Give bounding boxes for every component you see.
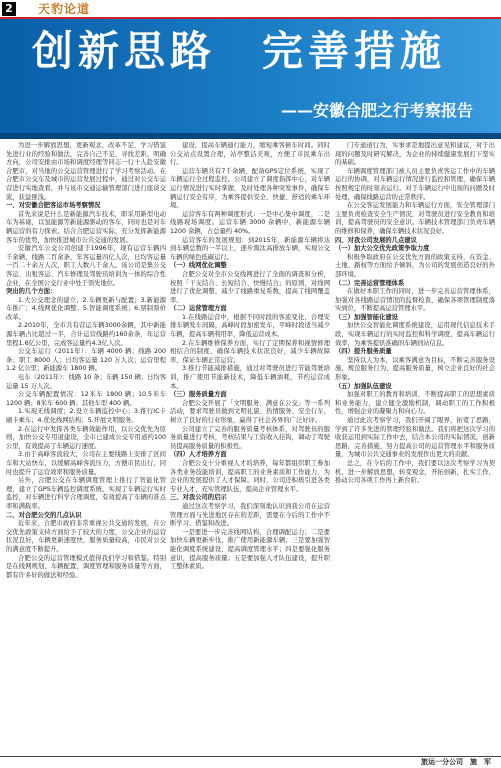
- paragraph: 1.在线路运营中，根据不同时段的客流变化，合理安排车辆发车间隔，高峰时段加密发车，平峰时段适当减少车辆，提高车辆利用率，降低运营成本。: [170, 313, 330, 339]
- paragraph: 首先来说是什么是新能源汽车技术，即采用新型电动车为基础，以氢能源等新能源驱动的客车，同时也是对车辆运营的有力探索。结合合肥运营实际，充分发挥新能源客车的优势，加快推进城市公共交通的发展。: [6, 210, 166, 244]
- paragraph: 1.大公交理念的建立；2.车辆更新与配置；3.新能源车推广；4.线网优化调整；5.智能调度系统；6.票制票价改革。: [6, 296, 166, 321]
- paragraph: 公交车运行（2011年）：车辆 4000 辆；线路 200 条；职工 8000 人；日均客运量 120 万人次；运营里程 1.2 亿公里；新能源车 1800 辆。: [6, 348, 166, 373]
- paragraph: 3.推行节能减排措施，通过对驾驶员进行节能驾驶培训，推广使用节能新技术，降低车辆油耗，节约运营成本。: [170, 365, 330, 390]
- section-heading: （四）人才培养方面: [170, 451, 227, 459]
- paragraph: 2.2010年，全市共有营运车辆3000余辆，其中新能源车辆占比超过一半，合计运营线路约160余条，年运营里程1.6亿公里，完成客运量约4.3亿人次。: [6, 322, 166, 347]
- text-column-1: [6, 142, 166, 754]
- author-line: 旅运一分公司 施 军: [421, 758, 491, 766]
- section-heading: （一）线网优化调整: [170, 262, 227, 270]
- paragraph: 2.在运行中发挥各类车辆效能作用，以公交优先为原则，加快公交专用道建设，全市已建成公交专用道约100公里，有效提高了车辆运行速度。: [6, 425, 166, 450]
- paragraph: 运营客车有两种调度形式：一是中心集中调度，二是线路现场调度。运营车辆 3000 余辆中，新能源车辆 1200 余辆，占总量约 40%。: [170, 210, 330, 235]
- paragraph: 在公交客运发展能力和车辆运行方面，安全管理部门主要负责检查安全生产情况，对驾驶员进行安全教育和培训，提高驾驶员的安全意识。车辆技术管理部门负责车辆的维修和保养，确保车辆技术状况良好。: [335, 202, 495, 235]
- section-heading: 突出的几个方面：: [6, 288, 57, 296]
- paragraph: 为进一步解放思想，更新观念，改革不足，学习借鉴先进行业的经验和做法，完善自己不足，寻找差距，明确方向，公司安排由市场和调度经理等同志一行十人赴安徽合肥市，对当地的公交运营管理进行了学习考察活动。在合肥市公交车及城市的运营发展过程中，通过对公交车运营进行实地查看，并与该市交通运输管理部门进行座谈交流，获益匪浅。: [6, 142, 166, 201]
- section-heading: 四、对我公司发展的几点建议: [335, 236, 417, 244]
- paragraph: 1.实现无线调度；2.设立车辆监控中心；3.推行IC卡刷卡乘车；4.优化线网结构；5.开展文明服务。: [6, 408, 166, 424]
- section-heading: （二）完善运营管理体系: [335, 279, 405, 287]
- section-heading: 一、对安徽合肥客运市场考察情况: [6, 202, 101, 210]
- section-heading: （二）运营管理方面: [170, 305, 227, 313]
- page-number: 2: [2, 2, 16, 16]
- paragraph: 运营车辆共有7千余辆，配备GPS定位系统，实现了车辆运行全过程监控。公司建立了调度指挥中心，对车辆运行情况进行实时掌握，及时处理各种突发事件，确保车辆运行安全有序，为乘客提供安全、快捷、舒适的乘车环境。: [170, 167, 330, 210]
- paragraph: 合肥公交开展了「文明服务、满意在公交」等一系列活动，要求驾驶员做到文明礼貌、热情服务、安全行车，树立了良好的行业形象，赢得了社会各界的广泛好评。: [170, 399, 330, 424]
- column-name: 天豹论道: [38, 2, 91, 16]
- paragraph: 车辆调度管理部门被人员主要负责客运工作中的车辆运行的协调，对车辆运行情况进行监控和管理，确保车辆按照规定的时刻表运行。对于车辆运行中出现的问题及时处理，确保线路运营的正常秩序。: [335, 167, 495, 201]
- paragraph: 合肥公交十分重视人才的培养，每年都组织职工参加各类业务技能培训，提高职工的业务素质和工作能力，为企业的发展提供了人才保障。同时，公司还积极引进各类专业人才，充实管理队伍，提高企业管理水平。: [170, 459, 330, 493]
- paragraph: 在做好本职工作的同时，进一步完善运营管理体系，加强对各线路运营情况的监督检查，确保各项管理制度落实到位，不断提高运营管理水平。: [335, 288, 495, 313]
- paragraph: 合肥公交对全市公交线网进行了全面的调查和分析，按照「干支结合、长短结合、快慢结合」的原则，对线网进行了优化调整，减少了线路重复系数，提高了线网覆盖率。: [170, 270, 330, 304]
- section-heading: 二、对合肥公交的几点认识: [6, 511, 82, 519]
- text-column-3: [335, 142, 495, 754]
- paragraph: 总之，在今后的工作中，我们要以这次考察学习为契机，进一步解放思想，转变观念，开拓创新，扎实工作，推动公司各项工作再上新台阶。: [335, 459, 495, 485]
- section-heading: （五）加强队伍建设: [335, 382, 392, 390]
- paragraph: 加快公交智能化调度系统建设，运用现代信息技术手段，实现车辆运行的实时监控和科学调度，提高车辆运行效率，为乘客提供准确的车辆到站信息。: [335, 322, 495, 347]
- paragraph: 加强对职工的教育和培训，不断提高职工的思想素质和业务能力，建立健全激励机制，调动职工的工作积极性，增强企业的凝聚力和向心力。: [335, 391, 495, 416]
- paragraph: 公司建立了完善的服务质量考核体系，对驾驶员的服务质量进行考核，考核结果与工资收入挂钩，调动了驾驶员提高服务质量的积极性。: [170, 425, 330, 450]
- paragraph: 另外，合肥公交在车辆调度管理上推行了智能化管理，建立了GPS车辆监控调度系统，实现了车辆运行实时监控，对车辆进行科学合理调度，有效提高了车辆的准点率和满载率。: [6, 477, 166, 510]
- article-title: 创新思路 完善措施: [32, 27, 446, 75]
- article-subtitle: ——安徽合肥之行考察报告: [280, 101, 473, 120]
- paragraph: 通过这次考察学习，我们深刻地认识到我公司在运营管理方面与先进地区存在的差距，需要在今后的工作中不断学习、借鉴和改进。: [170, 502, 330, 528]
- paragraph: 安徽汽车公交公司创建于1996年，现有运营车辆四千余辆，线路二百余条，年客运量四亿人次，日均客运量一百二十余万人次，职工人数八千余人。该公司是集公交客运、出租客运、汽车修理及驾驶员培训为一体的综合性企业，在全国公交行业中处于领先地位。: [6, 245, 166, 287]
- paragraph: 坚持以人为本，以乘客满意为目标，不断完善服务设施，规范服务行为，提高服务质量，树立企业良好的社会形象。: [335, 356, 495, 382]
- section-heading: （四）提升服务质量: [335, 348, 392, 356]
- banner-stripe: [0, 133, 501, 139]
- paragraph: 通过此次考察学习，我们开阔了眼界，拓宽了思路，学到了许多先进的管理经验和做法。我们将把这次学习的收获运用到实际工作中去，结合本公司的实际情况，创新思路，完善措施，努力提高公司的运营管理水平和服务质量，为城市公共交通事业的发展作出更大的贡献。: [335, 417, 495, 459]
- section-heading: （三）加强智能化建设: [335, 313, 398, 321]
- page-header: [0, 0, 501, 18]
- section-heading: （三）服务质量方面: [170, 391, 227, 399]
- title-banner: [0, 19, 501, 139]
- section-heading: （一）加大公交优先政策争取力度: [335, 245, 430, 253]
- section-heading: 三、对我公司的启示: [170, 494, 227, 502]
- paragraph: 一是要进一步完善线网结构，合理调配运力；二是要加快车辆更新步伐，推广使用新能源车辆；三是要加强智能化调度系统建设，提高调度管理水平；四是要强化服务意识，提高服务质量；五是要加强人才队伍建设，提升职工整体素质。: [170, 528, 330, 571]
- paragraph: 门专通道行为，实事求是地提出意见和建议，对于出现的问题及时研究解决，为企业的持续健康发展打下坚实的基础。: [335, 142, 495, 167]
- paragraph: 积极争取政府在公交优先方面的政策支持，在资金、土地、路权等方面给予倾斜，为公司的发展创造良好的外部环境。: [335, 253, 495, 278]
- paragraph: 运营客车的发展规划：到2015年，新能源车辆将达到车辆总数的一半以上，逐步淘汰高排放车辆，实现公交车辆的绿色低碳运行。: [170, 236, 330, 261]
- paragraph: 电车（2011年）：线路 10 条；车辆 150 辆；日均客运量 15 万人次。: [6, 374, 166, 390]
- paragraph: 近年来，合肥市政府非常重视公共交通的发展，在公交优先政策支持方面给予了较大的力度，公交企业的运营状况良好，车辆更新速度快，服务质量较高，市民对公交的满意度不断提升。: [6, 520, 166, 553]
- paragraph: 合肥公交的运营管理模式值得我们学习和借鉴。特别是在线网规划、车辆配置、调度管理和服务质量等方面，都有许多好的做法和经验。: [6, 554, 166, 579]
- paragraph: 3.由于高峰客流较大，公司在主要线路上安排了区间车和大站快车，以缓解高峰客流压力，方便市民出行，同时也提升了运营效率和服务质量。: [6, 451, 166, 476]
- paragraph: 建设，提高车辆通行能力，缩短乘客候车时间。同时公交站点设置合理，站亭整洁美观，方便了市民乘车出行。: [170, 142, 330, 167]
- paragraph: 2.在车辆维修保养方面，实行了定期保养和视情修理相结合的制度，确保车辆技术状况良好，减少车辆故障率，保证车辆正常运营。: [170, 339, 330, 364]
- paragraph: 公交车辆配置情况：12米车 1800 辆；10.5米车 1200 辆；8米车 600 辆；其他车型 400 辆。: [6, 391, 166, 407]
- article-body: [6, 142, 495, 754]
- text-column-2: [170, 142, 330, 754]
